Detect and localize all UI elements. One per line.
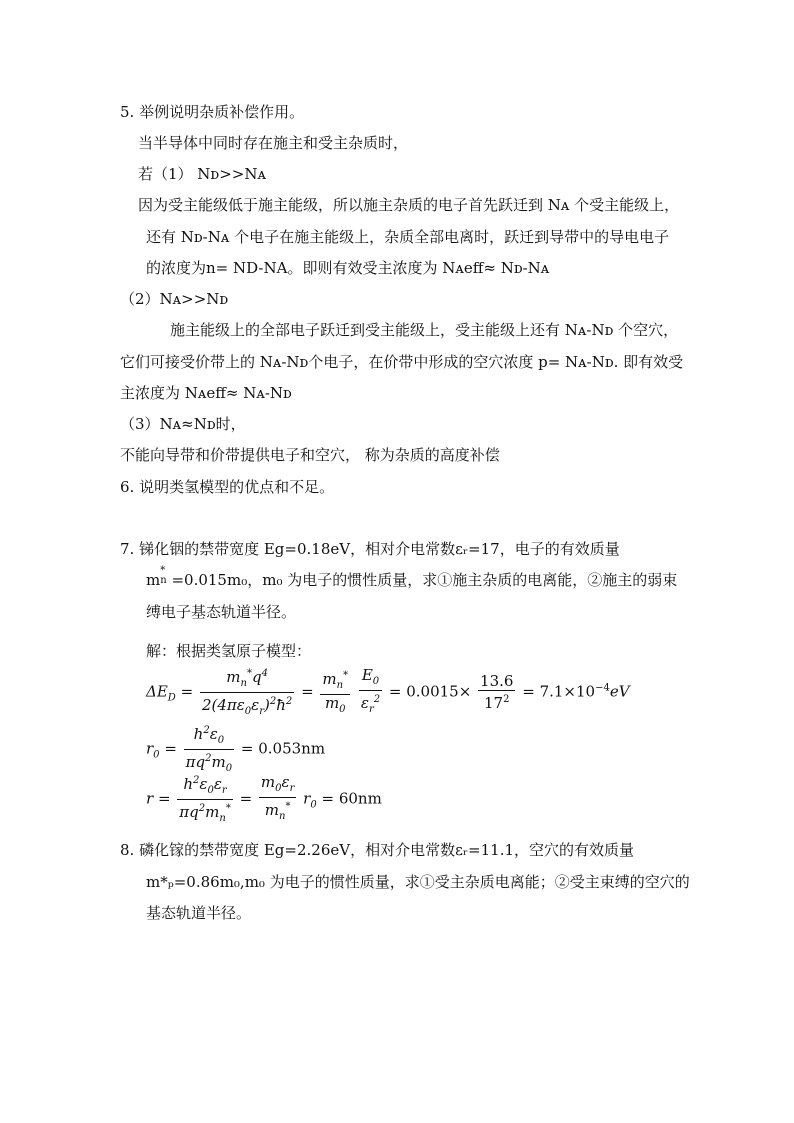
q6-title: 6. 说明类氢模型的优点和不足。 [120, 478, 335, 496]
q5-line-2: 若（1） Nᴅ>>Nᴀ [138, 165, 266, 183]
effective-mass-symbol: m* n [146, 565, 167, 589]
q5-title: 5. 举例说明杂质补偿作用。 [120, 103, 305, 121]
q5-line-11: 不能向导带和价带提供电子和空穴， 称为杂质的高度补偿 [120, 446, 500, 464]
q5-line-6: （2）Nᴀ>>Nᴅ [120, 290, 229, 308]
q5-line-7: 施主能级上的全部电子跃迁到受主能级上，受主能级上还有 Nᴀ-Nᴅ 个空穴， [170, 321, 679, 339]
q7-line-3: 缚电子基态轨道半径。 [146, 603, 297, 621]
equation-orbit-radius: r = $\frac{h^2\varepsilon_0\varepsilon_r}{\pi q^2m_n^*}$ = $\frac{m_0\varepsilon_r}{m_n^*}$ $r_0 = 60nm$ [146, 773, 382, 824]
q7-line-2: m* n =0.015m₀，m₀ 为电子的惯性质量，求①施主杂质的电离能，②施主的弱束 [146, 565, 678, 589]
q7-title: 7. 锑化铟的禁带宽度 Eg=0.18eV，相对介电常数εᵣ=17，电子的有效质量 [120, 540, 620, 558]
q5-line-3: 因为受主能级低于施主能级，所以施主杂质的电子首先跃迁到 Nᴀ 个受主能级上， [138, 196, 680, 214]
q5-line-8: 它们可接受价带上的 Nᴀ-Nᴅ个电子，在价带中形成的空穴浓度 p= Nᴀ-Nᴅ. 即有效受 [120, 353, 684, 371]
q5-line-1: 当半导体中同时存在施主和受主杂质时， [138, 134, 409, 152]
q8-line-3: 基态轨道半径。 [146, 904, 252, 922]
q5-line-10: （3）Nᴀ≈Nᴅ时， [120, 415, 246, 433]
equation-ionization-energy: $\Delta E_D$ = $\frac{m_n^*q^4}{2(4\pi\varepsilon_0\varepsilon_r)^2ħ^2}$ = $\frac{m_n^*}{m_0}$ $\frac{E_0}{\varepsilon_r^2}$ = 0.0015× $\frac{13.6}{17^2}$ = $7.1\times 10^{-4}eV$ [146, 666, 630, 717]
q8-line-2: m*ₚ=0.86m₀,m₀ 为电子的惯性质量，求①受主杂质电离能；②受主束缚的空穴的 [146, 873, 690, 891]
q8-title: 8. 磷化镓的禁带宽度 Eg=2.26eV，相对介电常数εᵣ=11.1，空穴的有效质量 [120, 841, 635, 859]
q7-solution-label: 解：根据类氢原子模型： [146, 642, 312, 660]
equation-bohr-radius: $r_0$ = $\frac{h^2\varepsilon_0}{\pi q^2m_0}$ = 0.053nm [146, 722, 325, 777]
q5-line-9: 主浓度为 Nᴀeff≈ Nᴀ-Nᴅ [120, 384, 292, 402]
q5-line-4: 还有 Nᴅ-Nᴀ 个电子在施主能级上，杂质全部电离时，跃迁到导带中的导电电子 [146, 228, 670, 246]
q5-line-5: 的浓度为n= ND-NA。即则有效受主浓度为 Nᴀeff≈ Nᴅ-Nᴀ [146, 259, 550, 277]
